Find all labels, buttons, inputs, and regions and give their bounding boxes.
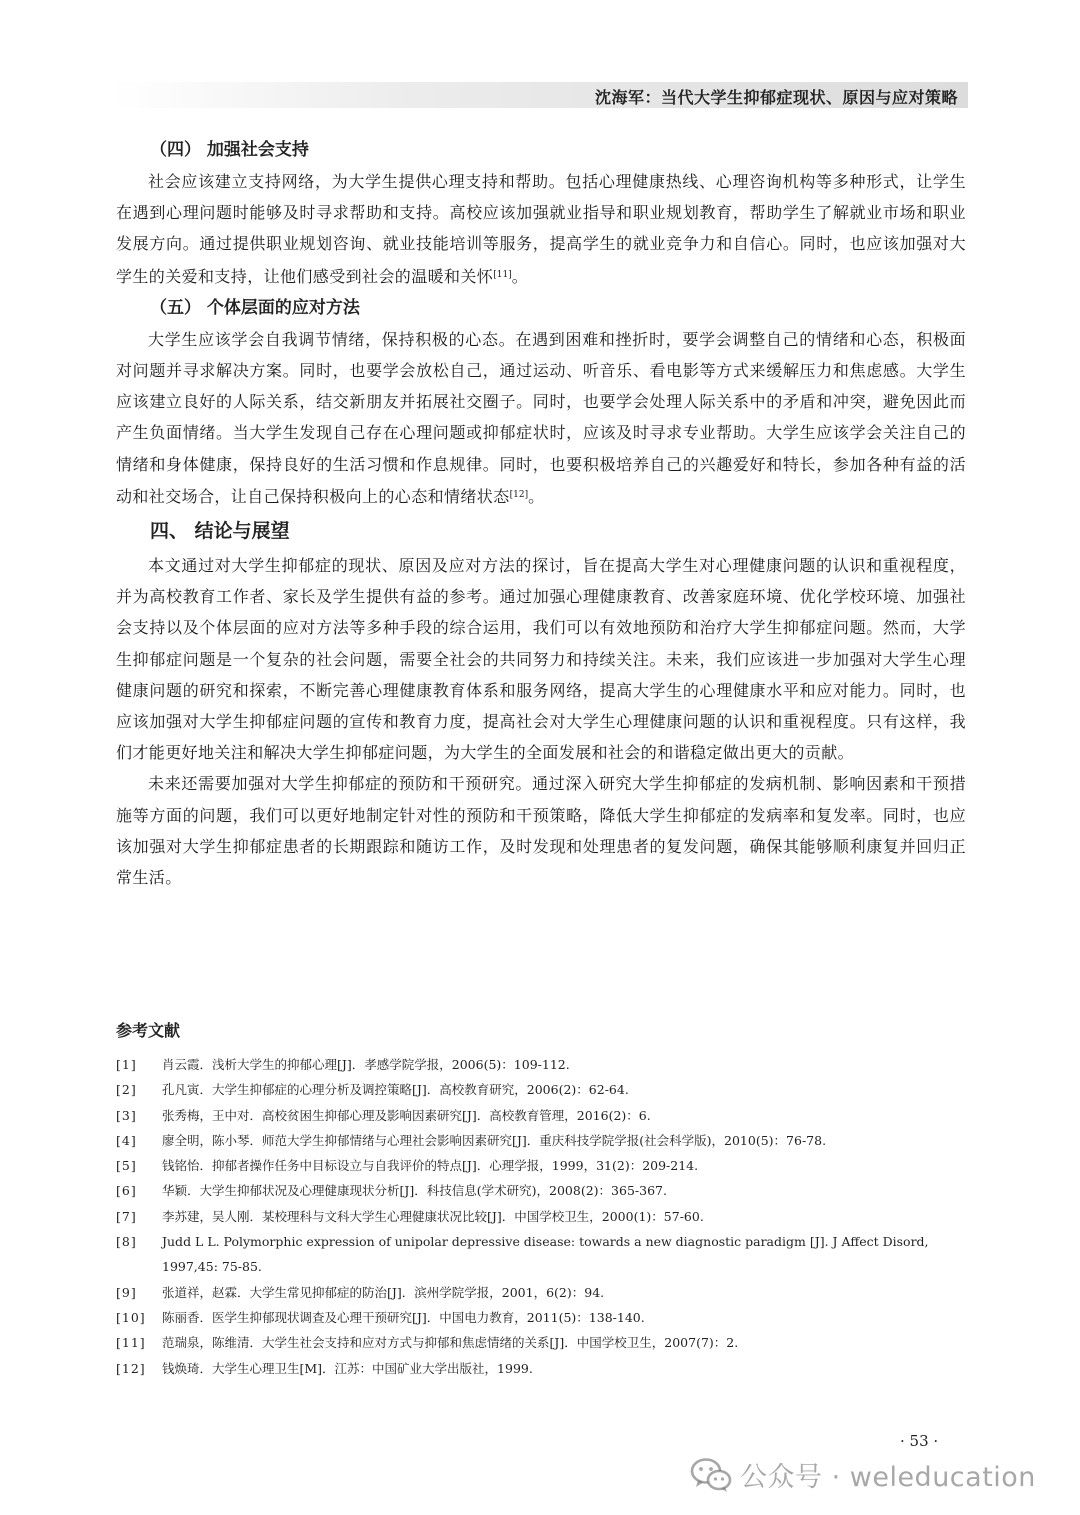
reference-text: 范瑞泉，陈维清．大学生社会支持和应对方式与抑郁和焦虑情绪的关系[J]．中国学校卫生，2007(7)：2. <box>162 1335 739 1351</box>
watermark-text: 公众号 · weleducation <box>740 1462 1036 1493</box>
reference-item <box>116 1178 968 1203</box>
watermark <box>690 1455 1036 1494</box>
reference-item <box>116 1356 968 1381</box>
reference-item <box>116 1204 968 1229</box>
reference-text: 陈丽香．医学生抑郁现状调查及心理干预研究[J]．中国电力教育，2011(5)：138-140. <box>162 1309 645 1325</box>
references-list <box>116 1052 968 1381</box>
reference-number: [6] <box>116 1183 137 1199</box>
citation: [11] <box>493 269 512 280</box>
conclusion-heading: 四、 结论与展望 <box>150 520 290 543</box>
reference-text: 李苏建，吴人刚．某校理科与文科大学生心理健康状况比较[J]．中国学校卫生，2000(1)：57-60. <box>162 1208 704 1224</box>
paragraph: 社会应该建立支持网络，为大学生提供心理支持和帮助。包括心理健康热线、心理咨询机构等多种形式，让学生在遇到心理问题时能够及时寻求帮助和支持。高校应该加强就业指导和职业规划教育，帮助学生了解就业市场和职业发展方向。通过提供职业规划咨询、就业技能培训等服务，提高学生的就业竞争力和自信心。同时，也应该加强对大学生的关爱和支持，让他们感受到社会的温暖和关怀[11]。 <box>116 172 966 286</box>
reference-item <box>116 1330 968 1355</box>
reference-number: [12] <box>116 1360 146 1376</box>
reference-text: 孔凡寅．大学生抑郁症的心理分析及调控策略[J]．高校教育研究，2006(2)：62-64. <box>162 1082 629 1098</box>
reference-item <box>116 1103 968 1128</box>
paragraph: 本文通过对大学生抑郁症的现状、原因及应对方法的探讨，旨在提高大学生对心理健康问题的认识和重视程度，并为高校教育工作者、家长及学生提供有益的参考。通过加强心理健康教育、改善家庭环境、优化学校环境、加强社会支持以及个体层面的应对方法等多种手段的综合运用，我们可以有效地预防和治疗大学生抑郁症问题。然而，大学生抑郁症问题是一个复杂的社会问题，需要全社会的共同努力和持续关注。未来，我们应该进一步加强对大学生心理健康问题的研究和探索，不断完善心理健康教育体系和服务网络，提高大学生的心理健康水平和应对能力。同时，也应该加强对大学生抑郁症问题的宣传和教育力度，提高社会对大学生心理健康问题的认识和重视程度。只有这样，我们才能更好地关注和解决大学生抑郁症问题，为大学生的全面发展和社会的和谐稳定做出更大的贡献。 <box>116 556 966 763</box>
references-title: 参考文献 <box>116 1021 181 1040</box>
wechat-icon <box>690 1457 732 1493</box>
reference-text: 钱铭怡．抑郁者操作任务中目标设立与自我评价的特点[J]．心理学报，1999，31(2)：209-214. <box>162 1158 699 1174</box>
reference-number: [8] <box>116 1234 137 1250</box>
paragraph: 大学生应该学会自我调节情绪，保持积极的心态。在遇到困难和挫折时，要学会调整自己的情绪和心态，积极面对问题并寻求解决方案。同时，也要学会放松自己，通过运动、听音乐、看电影等方式来缓解压力和焦虑感。大学生应该建立良好的人际关系，结交新朋友并拓展社交圈子。同时，也要学会处理人际关系中的矛盾和冲突，避免因此而产生负面情绪。当大学生发现自己存在心理问题或抑郁症状时，应该及时寻求专业帮助。大学生应该学会关注自己的情绪和身体健康，保持良好的生活习惯和作息规律。同时，也要积极培养自己的兴趣爱好和特长，参加各种有益的活动和社交场合，让自己保持积极向上的心态和情绪状态[12]。 <box>116 329 966 506</box>
reference-item <box>116 1280 968 1305</box>
reference-number: [4] <box>116 1132 137 1148</box>
paragraph: 未来还需要加强对大学生抑郁症的预防和干预研究。通过深入研究大学生抑郁症的发病机制、影响因素和干预措施等方面的问题，我们可以更好地制定针对性的预防和干预策略，降低大学生抑郁症的发病率和复发率。同时，也应该加强对大学生抑郁症患者的长期跟踪和随访工作，及时发现和处理患者的复发问题，确保其能够顺利康复并回归正常生活。 <box>116 774 966 888</box>
reference-text: 廖全明，陈小琴．师范大学生抑郁情绪与心理社会影响因素研究[J]．重庆科技学院学报(社会科学版)，2010(5)：76-78. <box>162 1132 827 1148</box>
reference-number: [7] <box>116 1208 137 1224</box>
reference-item <box>116 1229 968 1280</box>
citation: [12] <box>509 489 529 500</box>
article-body <box>116 134 966 893</box>
reference-text: Judd L L. Polymorphic expression of unipolar depressive disease: towards a new diagnostic paradigm [J]. J Affect Disord, 1997,45: 75-85. <box>162 1234 929 1275</box>
reference-text: 张秀梅，王中对．高校贫困生抑郁心理及影响因素研究[J]．高校教育管理，2016(2)：6. <box>162 1107 651 1123</box>
page-number: · 53 · <box>900 1432 939 1450</box>
reference-item <box>116 1128 968 1153</box>
reference-text: 钱焕琦．大学生心理卫生[M]．江苏：中国矿业大学出版社，1999. <box>162 1360 533 1376</box>
reference-text: 华颖．大学生抑郁状况及心理健康现状分析[J]．科技信息(学术研究)，2008(2)：365-367. <box>162 1183 667 1199</box>
reference-number: [11] <box>116 1335 146 1351</box>
section-heading-4: （四） 加强社会支持 <box>150 140 309 160</box>
reference-number: [10] <box>116 1309 146 1325</box>
reference-item <box>116 1305 968 1330</box>
reference-number: [1] <box>116 1057 137 1072</box>
section-heading-5: （五） 个体层面的应对方法 <box>150 297 360 318</box>
reference-number: [3] <box>116 1107 137 1123</box>
reference-number: [5] <box>116 1158 137 1174</box>
reference-item <box>116 1052 968 1077</box>
reference-text: 肖云霞．浅析大学生的抑郁心理[J]．孝感学院学报，2006(5)：109-112. <box>162 1057 570 1072</box>
reference-text: 张道祥，赵霖．大学生常见抑郁症的防治[J]．滨州学院学报，2001，6(2)：94. <box>162 1284 605 1300</box>
reference-item <box>116 1077 968 1102</box>
running-title: 沈海军：当代大学生抑郁症现状、原因与应对策略 <box>594 88 958 107</box>
reference-number: [9] <box>116 1284 137 1300</box>
reference-item <box>116 1153 968 1178</box>
reference-number: [2] <box>116 1082 137 1098</box>
